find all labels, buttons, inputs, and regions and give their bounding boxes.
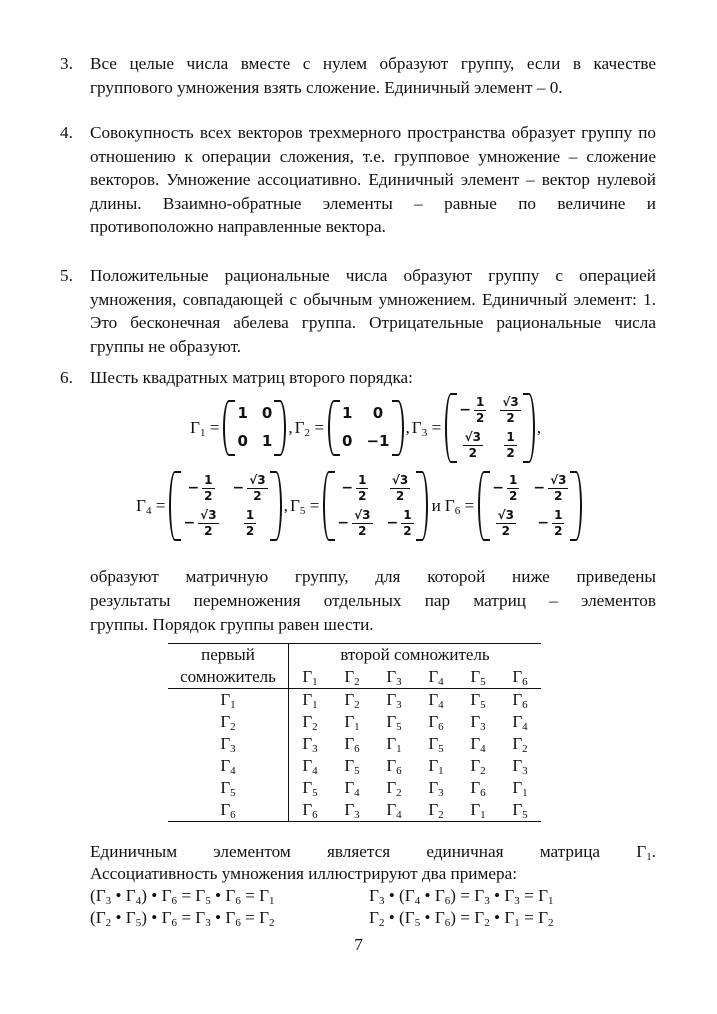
table-head-first-bottom: сомножитель (168, 666, 289, 689)
table-col-header: $Г_1$ (289, 666, 332, 689)
closing-line-2: Ассоциативность умножения иллюстрируют два примера: (90, 864, 517, 883)
table-head-first-top: первый (168, 644, 289, 667)
table-cell: $Г_4$ (470, 734, 486, 755)
table-row (168, 799, 541, 822)
table-cell: $Г_1$ (344, 712, 360, 733)
gamma-5-label: $Г_5$ = (289, 496, 320, 518)
table-col-header: $Г_2$ (331, 666, 373, 689)
table-row (168, 711, 541, 733)
table-row (168, 733, 541, 755)
table-row-header: $Г_4$ (168, 755, 289, 777)
matrix-gamma-4: − $\frac{1}{2}$ − $\frac{√3}{2}$ − $\frac{√3}{2}$ $\frac{1}{2}$ (169, 471, 281, 541)
matrix-gamma-1: 1 0 0 1 (223, 400, 286, 455)
table-cell: $Г_6$ (512, 690, 528, 711)
table-col-header: $Г_4$ (415, 666, 457, 689)
matrix-gamma-3: − $\frac{1}{2}$ $\frac{√3}{2}$ $\frac{√3}{2}$ $\frac{1}{2}$ (445, 393, 534, 463)
paragraph-line: образуют матричную группу, для которой ниже приведены (90, 567, 656, 586)
table-cell: $Г_4$ (302, 756, 318, 777)
example-2-right: $Г_2$ • ($Г_5$ • $Г_6) = Г_2$ • $Г_1 = Г_2$ (369, 908, 554, 929)
table-cell: $Г_1$ (428, 756, 444, 777)
table-cell: $Г_5$ (470, 690, 486, 711)
table-cell: $Г_5$ (499, 799, 541, 822)
table-cell: $Г_2$ (470, 756, 486, 777)
table-cell: $Г_4$ (428, 690, 444, 711)
gamma-1-label: $Г_1$ = (190, 418, 220, 440)
matrix-gamma-5: − $\frac{1}{2}$ $\frac{√3}{2}$ − $\frac{√3}{2}$ − $\frac{1}{2}$ (323, 471, 427, 541)
table-cell: $Г_6$ (289, 799, 332, 822)
table-cell: $Г_3$ (470, 712, 486, 733)
item-number: 4. (60, 123, 73, 142)
table-cell: $Г_2$ (512, 734, 528, 755)
item-number: 5. (60, 266, 73, 285)
example-1-right: $Г_3$ • ($Г_4$ • $Г_6) = Г_3$ • $Г_3 = Г_1$ (369, 886, 554, 907)
table-col-header: $Г_3$ (373, 666, 415, 689)
table-col-header: $Г_6$ (499, 666, 541, 689)
table-cell: $Г_6$ (470, 778, 486, 799)
item-number: 3. (60, 54, 73, 73)
table-cell: $Г_3$ (512, 756, 528, 777)
table-cell: $Г_5$ (302, 778, 318, 799)
example-2-left: ($Г_2$ • $Г_5$) • $Г_6 = Г_3$ • $Г_6 = Г_2$ (90, 908, 275, 929)
table-cell: $Г_4$ (373, 799, 415, 822)
matrix-gamma-2: 1 0 0 −1 (328, 400, 403, 455)
table-cell: $Г_1$ (302, 690, 318, 711)
table-cell: $Г_1$ (386, 734, 402, 755)
multiplication-table (168, 643, 541, 822)
table-cell: $Г_2$ (415, 799, 457, 822)
page-number: 7 (354, 935, 363, 954)
table-cell: $Г_3$ (428, 778, 444, 799)
table-cell: $Г_2$ (386, 778, 402, 799)
example-1-left: ($Г_3$ • $Г_4$) • $Г_6 = Г_5$ • $Г_6 = Г_1$ (90, 886, 275, 907)
table-cell: $Г_6$ (386, 756, 402, 777)
table-cell: $Г_4$ (344, 778, 360, 799)
matrix-row-1: $Г_1$ = 1 0 0 1 , $Г_2$ = 1 0 0 −1 , $Г_3$ = − $\frac{1}{2}$ $\frac{√3}{2}$ $\frac{√3}{2}$ $\frac{1}{2}$ , (188, 388, 541, 468)
table-cell: $Г_5$ (428, 734, 444, 755)
table-cell: $Г_2$ (344, 690, 360, 711)
table-cell: $Г_4$ (512, 712, 528, 733)
table-cell: $Г_6$ (344, 734, 360, 755)
table-row (168, 689, 541, 712)
item-text: Все целые числа вместе с нулем образуют группу, если в качестве группового умножения взять сложение. Единичный элемент – 0. (90, 54, 656, 97)
table-row (168, 755, 541, 777)
table-row-header: $Г_5$ (168, 777, 289, 799)
table-head-second: второй сомножитель (289, 644, 542, 667)
table-row-header: $Г_6$ (168, 799, 289, 822)
table-cell: $Г_6$ (428, 712, 444, 733)
table-cell: $Г_1$ (512, 778, 528, 799)
table-cell: $Г_3$ (302, 734, 318, 755)
table-cell: $Г_5$ (344, 756, 360, 777)
table-cell: $Г_3$ (386, 690, 402, 711)
gamma-2-label: $Г_2$ = (294, 418, 325, 440)
table-cell: $Г_3$ (331, 799, 373, 822)
table-cell: $Г_5$ (386, 712, 402, 733)
table-row-header: $Г_3$ (168, 733, 289, 755)
table-row-header: $Г_2$ (168, 711, 289, 733)
paragraph-line: группы. Порядок группы равен шести. (90, 615, 374, 634)
paragraph-line: результаты перемножения отдельных пар матриц – элементов (90, 591, 656, 610)
table-cell: $Г_1$ (457, 799, 499, 822)
gamma-3-label: $Г_3$ = (411, 418, 442, 440)
matrix-row-2: $Г_4$ = − $\frac{1}{2}$ − $\frac{√3}{2}$ − $\frac{√3}{2}$ $\frac{1}{2}$ , $Г_5$ = − $\frac{1}{2}$ $\frac{√3}{2}$ − $\frac{√3}{2}$ − $\frac{1}{2}$ и $Г_6$ = − $\frac{1}{2}$ − $\frac{√3}{2}$ $\frac{√3}{2}$ − $\frac{1}{2}$ (134, 466, 584, 546)
closing-line-1: Единичным элементом является единичная матрица $Г_1$. (90, 842, 656, 863)
item-number: 6. (60, 368, 73, 387)
table-row-header: $Г_1$ (168, 689, 289, 712)
matrix-gamma-6: − $\frac{1}{2}$ − $\frac{√3}{2}$ $\frac{√3}{2}$ − $\frac{1}{2}$ (478, 471, 582, 541)
item-text: Шесть квадратных матриц второго порядка: (90, 368, 413, 387)
gamma-4-label: $Г_4$ = (136, 496, 166, 518)
table-cell: $Г_2$ (302, 712, 318, 733)
item-text: Положительные рациональные числа образуют группу с операцией умножения, совпадающей с обычным умножением. Единичный элемент: 1. Это бесконечная абелева группа. Отрицательные рациональные числа группы не образуют. (90, 266, 656, 356)
and-word: и (431, 496, 441, 516)
gamma-6-label: $Г_6$ = (444, 496, 475, 518)
table-row (168, 777, 541, 799)
table-col-header: $Г_5$ (457, 666, 499, 689)
item-text: Совокупность всех векторов трехмерного пространства образует группу по отношению к операции сложения, т.е. групповое умножение – сложение векторов. Умножение ассоциативно. Единичный элемент – вектор нулевой длины. Взаимно-обратные элементы – равные по величине и противоположно направленные вектора. (90, 123, 656, 237)
